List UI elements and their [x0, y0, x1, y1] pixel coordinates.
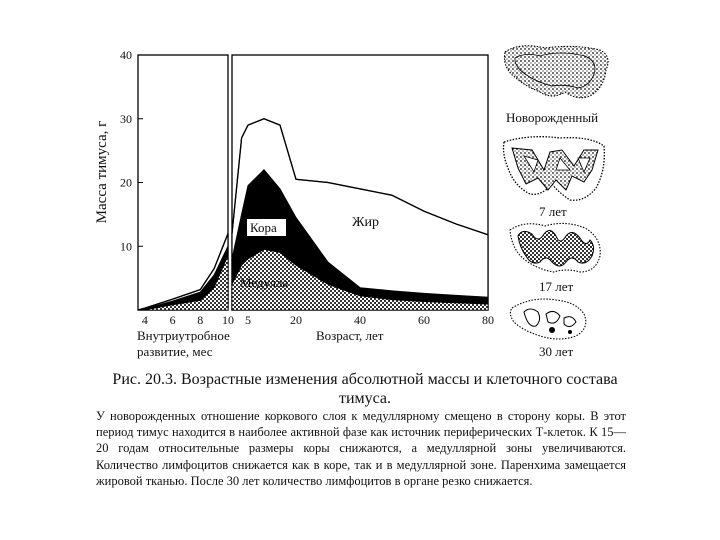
prenatal-areas	[138, 234, 228, 311]
y-axis-label: Масса тимуса, г	[94, 120, 110, 224]
y-tick-label: 20	[120, 175, 132, 190]
inset-label-newborn: Новорожденный	[506, 110, 599, 125]
inset-label-17-years: 17 лет	[539, 279, 574, 294]
y-tick-label: 10	[120, 239, 132, 254]
inset-newborn	[504, 46, 608, 98]
inset-17-years	[510, 223, 600, 272]
figure-description-text: У новорожденных отношение коркового слоя к медуллярному смещено в сторону коры. В этот период тимус находится в наиболее активной фазе как источник периферических Т-клеток. К 15—20 годам относительные размеры коры снижаются, а медуллярной зоны увеличиваются. Количество лимфоцитов снижается как в коре, так и в медуллярной зоне. Паренхима замещается жировой тканью. После 30 лет количество лимфоцитов в органе резко снижается.	[96, 409, 626, 488]
inset-7-years	[504, 137, 605, 201]
y-tick-label: 40	[120, 48, 132, 62]
x-tick-label: 80	[482, 313, 494, 327]
prenatal-axis-title-line1: Внутриутробное	[137, 328, 230, 343]
x-tick-label: 5	[245, 313, 251, 327]
inset-label-7-years: 7 лет	[539, 204, 567, 219]
x-tick-label: 6	[169, 313, 176, 327]
medulla-label: Медулла	[240, 275, 289, 290]
y-tick-labels	[120, 48, 143, 253]
x-tick-label: 10	[222, 313, 234, 327]
fat-label: Жир	[352, 215, 380, 230]
x-tick-label: 60	[418, 313, 430, 327]
prenatal-axis-title-line2: развитие, мес	[137, 344, 213, 359]
postnatal-x-tick-labels	[245, 313, 494, 327]
x-tick-label: 4	[141, 313, 148, 327]
inset-30-years	[510, 299, 585, 339]
inset-label-30-years: 30 лет	[539, 344, 574, 359]
prenatal-x-tick-labels	[142, 313, 234, 327]
figure-description	[96, 408, 626, 489]
x-tick-label: 8	[197, 313, 204, 327]
x-tick-label: 20	[290, 313, 302, 327]
postnatal-axis-title: Возраст, лет	[316, 328, 384, 343]
cortex-label: Кора	[250, 220, 277, 235]
x-tick-label: 40	[354, 313, 366, 327]
figure-caption: Рис. 20.3. Возрастные изменения абсолютной массы и клеточного состава тимуса.	[112, 371, 618, 407]
y-tick-label: 30	[120, 111, 132, 126]
